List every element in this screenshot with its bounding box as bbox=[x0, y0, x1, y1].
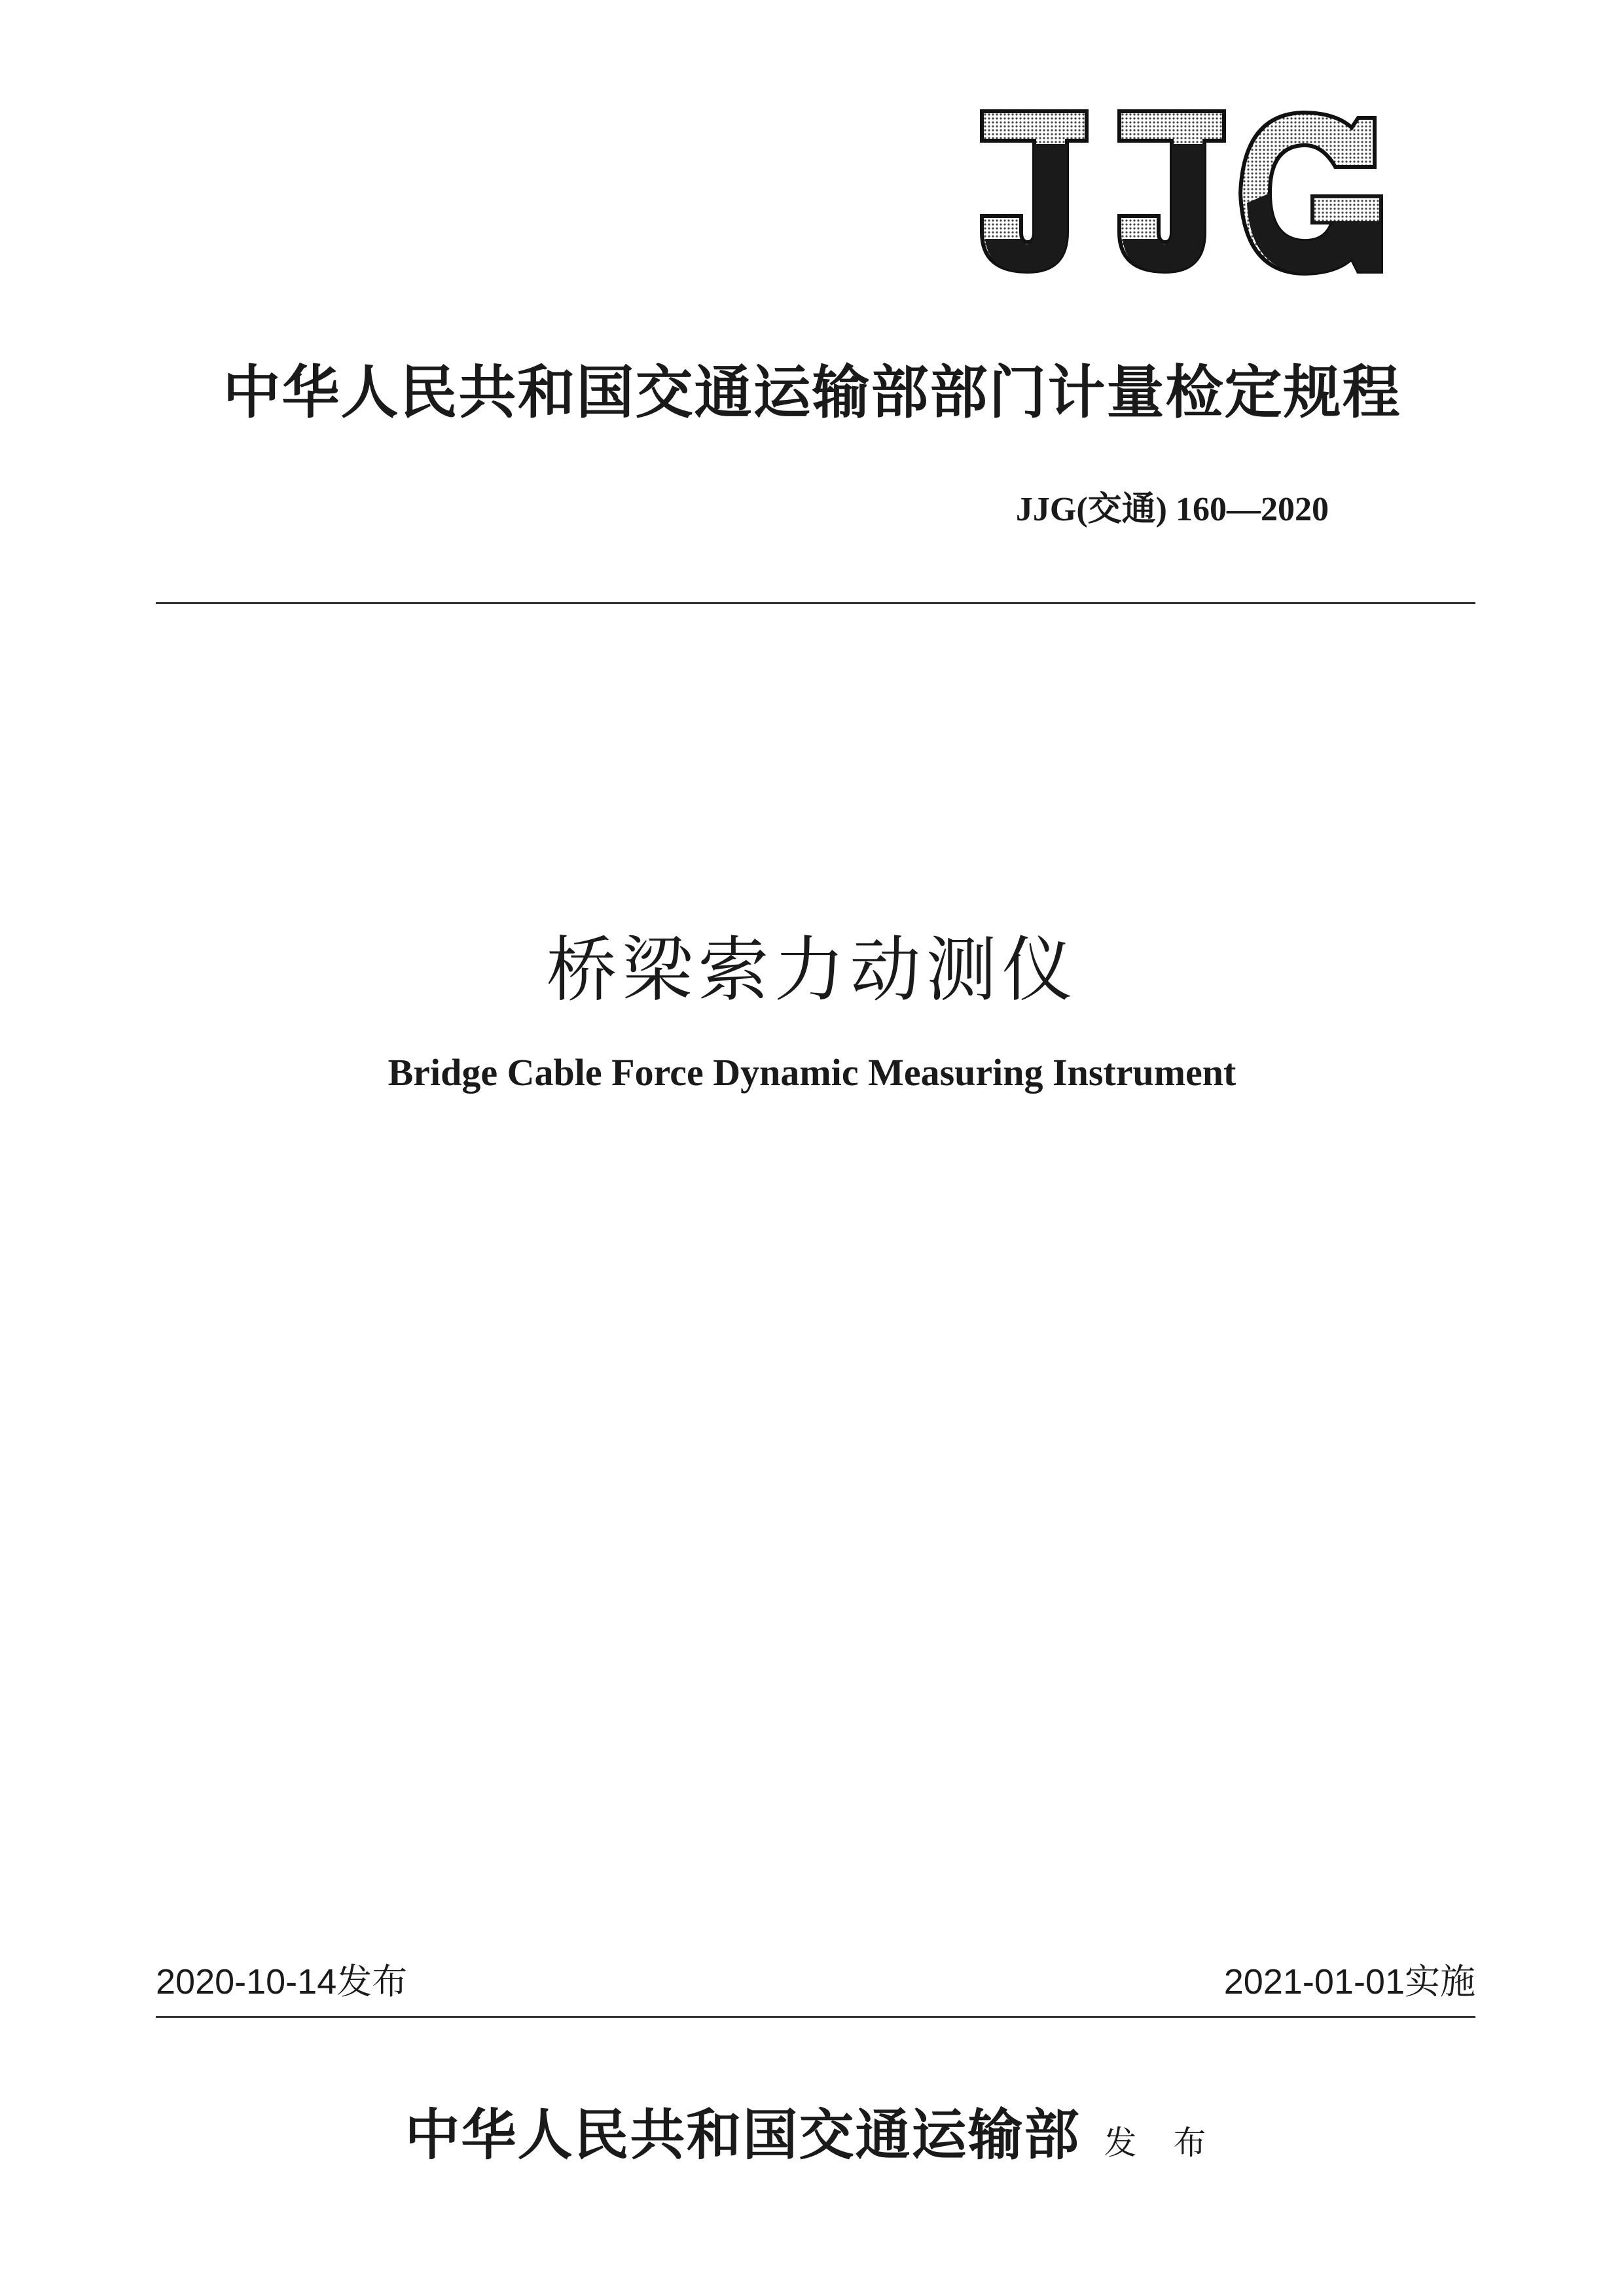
publisher-name: 中华人民共和国交通运输部 bbox=[405, 2102, 1081, 2167]
publish-label: 发 布 bbox=[1104, 2124, 1219, 2162]
publisher-line bbox=[0, 2091, 1624, 2170]
bottom-divider bbox=[156, 2016, 1475, 2018]
document-title-chinese: 桥梁索力动测仪 bbox=[546, 929, 1078, 1011]
document-title-english: Bridge Cable Force Dynamic Measuring Instrument bbox=[388, 1051, 1236, 1094]
jjg-logo bbox=[956, 105, 1414, 281]
issue-date: 2020-10-14发布 bbox=[156, 1962, 408, 2001]
standard-code: JJG(交通) 160—2020 bbox=[1015, 491, 1329, 528]
top-divider bbox=[156, 602, 1475, 604]
effective-date: 2021-01-01实施 bbox=[1223, 1962, 1475, 2001]
regulation-category-title: 中华人民共和国交通运输部部门计量检定规程 bbox=[223, 358, 1401, 426]
